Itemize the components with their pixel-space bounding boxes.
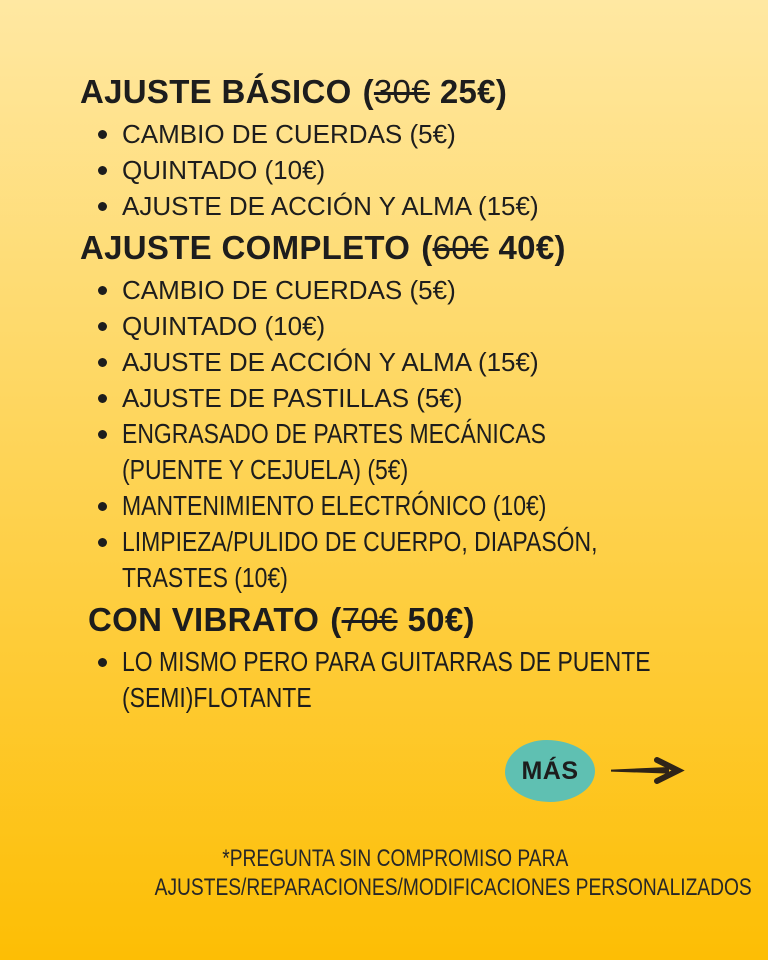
open-paren: ( xyxy=(330,601,342,638)
list-item xyxy=(80,380,710,416)
bullet-icon xyxy=(98,286,107,295)
section-title-text: AJUSTE COMPLETO xyxy=(80,229,411,266)
item-text: MANTENIMIENTO ELECTRÓNICO (10€) xyxy=(122,490,547,521)
old-price: 60€ xyxy=(432,229,489,266)
section-items xyxy=(80,272,710,596)
mas-button-label: MÁS xyxy=(521,756,579,785)
footer-line: AJUSTES/REPARACIONES/MODIFICACIONES PERSONALIZADOS xyxy=(154,874,752,901)
new-price: 50€ xyxy=(407,601,464,638)
section-title-ajuste-completo xyxy=(80,228,710,268)
section-title-con-vibrato xyxy=(80,600,710,640)
list-item xyxy=(80,644,710,716)
bullet-icon xyxy=(98,394,107,403)
mas-button[interactable] xyxy=(505,740,595,802)
old-price: 70€ xyxy=(341,601,398,638)
item-text: LIMPIEZA/PULIDO DE CUERPO, DIAPASÓN, xyxy=(122,526,598,557)
item-text: QUINTADO (10€) xyxy=(122,311,326,341)
bullet-icon xyxy=(98,358,107,367)
bullet-icon xyxy=(98,502,107,511)
new-price: 25€ xyxy=(439,73,496,110)
list-item xyxy=(80,188,710,224)
list-item xyxy=(80,344,710,380)
section-items xyxy=(80,116,710,224)
list-item xyxy=(80,152,710,188)
close-paren: ) xyxy=(554,229,566,266)
bullet-icon xyxy=(98,130,107,139)
footer-line: *PREGUNTA SIN COMPROMISO PARA xyxy=(221,845,568,872)
close-paren: ) xyxy=(463,601,475,638)
open-paren: ( xyxy=(362,73,374,110)
bullet-icon xyxy=(98,202,107,211)
bullet-icon xyxy=(98,430,107,439)
item-text: AJUSTE DE ACCIÓN Y ALMA (15€) xyxy=(122,347,539,377)
list-item xyxy=(80,308,710,344)
list-item xyxy=(80,116,710,152)
close-paren: ) xyxy=(495,73,508,110)
arrow-right-icon xyxy=(609,756,695,786)
section-title-ajuste-basico xyxy=(80,72,710,112)
item-text: CAMBIO DE CUERDAS (5€) xyxy=(122,275,456,305)
bullet-icon xyxy=(98,166,107,175)
section-title-text: CON VIBRATO xyxy=(88,601,320,638)
item-text: (SEMI)FLOTANTE xyxy=(122,682,312,713)
section-items xyxy=(80,644,710,716)
list-item xyxy=(80,272,710,308)
list-item xyxy=(80,416,710,488)
list-item xyxy=(80,488,710,524)
cta-row xyxy=(80,740,710,802)
section-title-text: AJUSTE BÁSICO xyxy=(80,73,352,110)
list-item xyxy=(80,524,710,596)
item-text: AJUSTE DE ACCIÓN Y ALMA (15€) xyxy=(122,191,539,221)
new-price: 40€ xyxy=(498,229,555,266)
open-paren: ( xyxy=(421,229,433,266)
item-text: ENGRASADO DE PARTES MECÁNICAS xyxy=(122,418,547,449)
footer-note xyxy=(80,844,752,902)
item-text: QUINTADO (10€) xyxy=(122,155,326,185)
bullet-icon xyxy=(98,322,107,331)
item-text: (PUENTE Y CEJUELA) (5€) xyxy=(122,454,409,485)
item-text: TRASTES (10€) xyxy=(122,562,288,593)
item-text: CAMBIO DE CUERDAS (5€) xyxy=(122,119,456,149)
item-text: LO MISMO PERO PARA GUITARRAS DE PUENTE xyxy=(122,646,651,677)
item-text: AJUSTE DE PASTILLAS (5€) xyxy=(122,383,463,413)
old-price: 30€ xyxy=(373,73,430,110)
bullet-icon xyxy=(98,658,107,667)
bullet-icon xyxy=(98,538,107,547)
